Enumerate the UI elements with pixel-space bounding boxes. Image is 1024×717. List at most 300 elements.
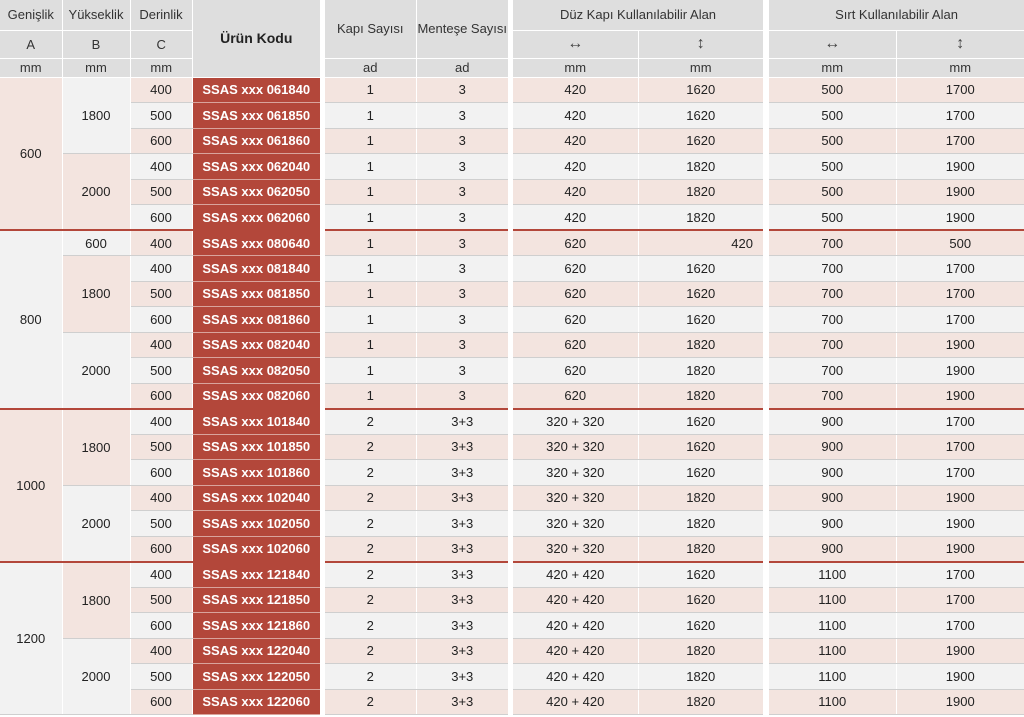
- table-row: [769, 536, 1024, 562]
- door-count-cell: 2: [325, 485, 416, 511]
- table-row: [513, 205, 763, 231]
- back-area-v-cell: 1700: [896, 281, 1024, 307]
- door-count-cell: 2: [325, 460, 416, 486]
- door-area-v-cell: 1620: [638, 77, 763, 103]
- door-area-v-cell: 1620: [638, 307, 763, 333]
- back-area-h-cell: 900: [769, 536, 896, 562]
- hinge-count-unit: ad: [416, 58, 508, 77]
- table-row: [513, 613, 763, 639]
- door-area-block: [513, 0, 763, 715]
- vertical-arrow-icon: ↕: [638, 30, 763, 58]
- table-row: [325, 562, 508, 588]
- hinge-count-cell: 3+3: [416, 664, 508, 690]
- door-area-h-cell: 420 + 420: [513, 664, 638, 690]
- door-area-v-cell: 1620: [638, 587, 763, 613]
- door-area-v-cell: 1820: [638, 205, 763, 231]
- depth-cell: 400: [130, 256, 192, 282]
- door-area-v-cell: 1620: [638, 613, 763, 639]
- door-area-h-cell: 420: [513, 128, 638, 154]
- table-row: [769, 638, 1024, 664]
- table-row: [325, 511, 508, 537]
- hinge-count-cell: 3: [416, 154, 508, 180]
- product-code-cell: SSAS xxx 122050: [192, 664, 320, 690]
- product-code-cell: SSAS xxx 081860: [192, 307, 320, 333]
- depth-cell: 400: [130, 485, 192, 511]
- hinge-count-cell: 3: [416, 383, 508, 409]
- table-row: [325, 205, 508, 231]
- door-count-cell: 1: [325, 128, 416, 154]
- door-area-h-cell: 420: [513, 205, 638, 231]
- width-cell: 1200: [0, 562, 62, 715]
- table-row: [769, 587, 1024, 613]
- depth-cell: 400: [130, 638, 192, 664]
- hinge-count-cell: 3: [416, 358, 508, 384]
- hinge-count-cell: 3+3: [416, 409, 508, 435]
- door-area-v-cell: 1620: [638, 281, 763, 307]
- back-area-v-cell: 1700: [896, 256, 1024, 282]
- hinge-count-cell: 3: [416, 332, 508, 358]
- door-count-cell: 1: [325, 256, 416, 282]
- back-area-h-cell: 500: [769, 154, 896, 180]
- table-row: [325, 307, 508, 333]
- back-area-h-cell: 700: [769, 230, 896, 256]
- table-row: [513, 562, 763, 588]
- back-area-v-cell: 1700: [896, 307, 1024, 333]
- door-count-cell: 2: [325, 689, 416, 715]
- back-area-h-cell: 700: [769, 281, 896, 307]
- width-unit: mm: [0, 58, 62, 77]
- door-area-v-cell: 1820: [638, 689, 763, 715]
- table-row: [769, 77, 1024, 103]
- depth-cell: 500: [130, 358, 192, 384]
- depth-cell: 500: [130, 281, 192, 307]
- door-count-cell: 1: [325, 383, 416, 409]
- height-unit: mm: [62, 58, 130, 77]
- door-count-cell: 1: [325, 307, 416, 333]
- product-code-cell: SSAS xxx 062060: [192, 205, 320, 231]
- door-count-cell: 1: [325, 332, 416, 358]
- depth-cell: 600: [130, 613, 192, 639]
- table-row: [513, 230, 763, 256]
- door-area-unit-h: mm: [513, 58, 638, 77]
- table-row: [325, 77, 508, 103]
- door-count-cell: 2: [325, 536, 416, 562]
- height-cell: 2000: [62, 332, 130, 409]
- height-cell: 2000: [62, 638, 130, 715]
- height-cell: 1800: [62, 409, 130, 486]
- depth-cell: 400: [130, 332, 192, 358]
- back-area-h-cell: 900: [769, 485, 896, 511]
- back-area-h-cell: 1100: [769, 689, 896, 715]
- hinge-count-cell: 3: [416, 205, 508, 231]
- counts-block: [325, 0, 508, 715]
- door-count-cell: 1: [325, 230, 416, 256]
- table-row: [769, 689, 1024, 715]
- back-area-v-cell: 500: [896, 230, 1024, 256]
- depth-cell: 400: [130, 230, 192, 256]
- depth-cell: 500: [130, 587, 192, 613]
- table-row: [325, 383, 508, 409]
- door-area-h-cell: 420: [513, 77, 638, 103]
- door-count-cell: 2: [325, 511, 416, 537]
- table-row: [769, 128, 1024, 154]
- back-area-v-cell: 1700: [896, 460, 1024, 486]
- hinge-count-cell: 3+3: [416, 562, 508, 588]
- back-area-h-cell: 500: [769, 103, 896, 129]
- door-area-h-cell: 620: [513, 332, 638, 358]
- table-row: [769, 409, 1024, 435]
- hinge-count-cell: 3+3: [416, 689, 508, 715]
- hinge-count-cell: 3: [416, 77, 508, 103]
- horizontal-arrow-icon: ↔: [769, 30, 896, 58]
- door-area-h-cell: 420 + 420: [513, 638, 638, 664]
- product-code-cell: SSAS xxx 061860: [192, 128, 320, 154]
- hinge-count-cell: 3: [416, 307, 508, 333]
- door-area-h-cell: 620: [513, 256, 638, 282]
- table-row: [769, 256, 1024, 282]
- depth-cell: 500: [130, 664, 192, 690]
- table-row: [325, 154, 508, 180]
- table-row: [769, 511, 1024, 537]
- door-area-v-cell: 1620: [638, 460, 763, 486]
- depth-cell: 600: [130, 307, 192, 333]
- hinge-count-cell: 3: [416, 128, 508, 154]
- door-area-v-cell: 1820: [638, 383, 763, 409]
- table-row: [325, 409, 508, 435]
- table-row: [513, 256, 763, 282]
- back-area-v-cell: 1900: [896, 638, 1024, 664]
- depth-letter: C: [130, 30, 192, 58]
- door-area-v-cell: 1820: [638, 511, 763, 537]
- door-count-cell: 2: [325, 587, 416, 613]
- horizontal-arrow-icon: ↔: [513, 30, 638, 58]
- product-code-cell: SSAS xxx 122040: [192, 638, 320, 664]
- table-row: [325, 613, 508, 639]
- table-row: [325, 664, 508, 690]
- height-cell: 1800: [62, 256, 130, 333]
- depth-cell: 500: [130, 103, 192, 129]
- table-row: [513, 511, 763, 537]
- door-area-h-cell: 620: [513, 358, 638, 384]
- table-row: [513, 587, 763, 613]
- vertical-arrow-icon: ↕: [896, 30, 1024, 58]
- door-area-v-cell: 1820: [638, 485, 763, 511]
- back-area-v-cell: 1700: [896, 562, 1024, 588]
- table-row: [513, 383, 763, 409]
- product-code-cell: SSAS xxx 082060: [192, 383, 320, 409]
- back-area-v-cell: 1900: [896, 485, 1024, 511]
- product-code-cell: SSAS xxx 102040: [192, 485, 320, 511]
- door-area-h-cell: 620: [513, 281, 638, 307]
- door-count-cell: 1: [325, 154, 416, 180]
- table-row: [325, 536, 508, 562]
- table-row: [769, 562, 1024, 588]
- door-area-h-cell: 620: [513, 307, 638, 333]
- door-count-cell: 2: [325, 613, 416, 639]
- table-row: [513, 332, 763, 358]
- door-area-h-cell: 320 + 320: [513, 434, 638, 460]
- product-code-cell: SSAS xxx 101860: [192, 460, 320, 486]
- table-row: [325, 460, 508, 486]
- door-area-h-cell: 420 + 420: [513, 613, 638, 639]
- back-area-h-cell: 900: [769, 434, 896, 460]
- table-row: [769, 205, 1024, 231]
- door-area-h-cell: 420 + 420: [513, 587, 638, 613]
- back-area-v-cell: 1900: [896, 179, 1024, 205]
- product-code-cell: SSAS xxx 101840: [192, 409, 320, 435]
- table-row: [769, 230, 1024, 256]
- table-row: [769, 434, 1024, 460]
- depth-cell: 600: [130, 536, 192, 562]
- back-area-h-cell: 900: [769, 511, 896, 537]
- depth-cell: 500: [130, 179, 192, 205]
- hinge-count-cell: 3: [416, 281, 508, 307]
- dimensions-block: [0, 0, 320, 715]
- table-row: [769, 154, 1024, 180]
- table-row: [769, 460, 1024, 486]
- table-row: [513, 179, 763, 205]
- depth-unit: mm: [130, 58, 192, 77]
- door-area-v-cell: 1820: [638, 154, 763, 180]
- width-cell: 600: [0, 77, 62, 230]
- back-area-block: [769, 0, 1024, 715]
- back-area-v-cell: 1900: [896, 358, 1024, 384]
- back-area-v-cell: 1900: [896, 511, 1024, 537]
- door-count-cell: 2: [325, 638, 416, 664]
- product-code-cell: SSAS xxx 081850: [192, 281, 320, 307]
- table-row: [769, 281, 1024, 307]
- table-row: [513, 689, 763, 715]
- product-code-cell: SSAS xxx 082040: [192, 332, 320, 358]
- depth-cell: 400: [130, 154, 192, 180]
- product-code-header: Ürün Kodu: [192, 0, 320, 77]
- back-area-v-cell: 1700: [896, 77, 1024, 103]
- table-row: [513, 460, 763, 486]
- table-row: [513, 281, 763, 307]
- back-area-v-cell: 1900: [896, 536, 1024, 562]
- depth-cell: 400: [130, 562, 192, 588]
- width-cell: 1000: [0, 409, 62, 562]
- door-count-cell: 1: [325, 281, 416, 307]
- table-row: [769, 485, 1024, 511]
- door-area-v-cell: 1820: [638, 638, 763, 664]
- table-row: [0, 77, 320, 103]
- table-row: [513, 128, 763, 154]
- table-row: [513, 536, 763, 562]
- back-area-v-cell: 1700: [896, 128, 1024, 154]
- back-area-v-cell: 1700: [896, 587, 1024, 613]
- height-header: Yükseklik: [62, 0, 130, 30]
- hinge-count-cell: 3: [416, 103, 508, 129]
- door-area-v-cell: 1820: [638, 536, 763, 562]
- back-area-h-cell: 500: [769, 128, 896, 154]
- product-code-cell: SSAS xxx 062040: [192, 154, 320, 180]
- table-row: [325, 485, 508, 511]
- door-area-h-cell: 420: [513, 103, 638, 129]
- table-row: [325, 587, 508, 613]
- table-row: [325, 128, 508, 154]
- table-row: [513, 307, 763, 333]
- door-count-cell: 1: [325, 205, 416, 231]
- door-area-h-cell: 320 + 320: [513, 409, 638, 435]
- width-header: Genişlik: [0, 0, 62, 30]
- width-cell: 800: [0, 230, 62, 409]
- door-area-v-cell: 1820: [638, 179, 763, 205]
- depth-cell: 500: [130, 434, 192, 460]
- table-row: [0, 409, 320, 435]
- table-row: [325, 230, 508, 256]
- depth-cell: 400: [130, 77, 192, 103]
- back-area-h-cell: 700: [769, 358, 896, 384]
- table-row: [769, 307, 1024, 333]
- table-row: [513, 434, 763, 460]
- width-letter: A: [0, 30, 62, 58]
- table-row: [513, 409, 763, 435]
- door-count-cell: 1: [325, 358, 416, 384]
- depth-cell: 600: [130, 383, 192, 409]
- table-row: [513, 638, 763, 664]
- back-area-h-cell: 700: [769, 332, 896, 358]
- table-row: [325, 434, 508, 460]
- back-area-v-cell: 1900: [896, 664, 1024, 690]
- back-area-h-cell: 900: [769, 409, 896, 435]
- door-count-cell: 1: [325, 103, 416, 129]
- back-area-v-cell: 1900: [896, 332, 1024, 358]
- depth-cell: 500: [130, 511, 192, 537]
- product-code-cell: SSAS xxx 122060: [192, 689, 320, 715]
- back-area-v-cell: 1700: [896, 613, 1024, 639]
- back-area-header: Sırt Kullanılabilir Alan: [769, 0, 1024, 30]
- hinge-count-cell: 3+3: [416, 536, 508, 562]
- product-code-cell: SSAS xxx 121840: [192, 562, 320, 588]
- table-row: [513, 358, 763, 384]
- door-area-v-cell: 1620: [638, 562, 763, 588]
- back-area-v-cell: 1700: [896, 103, 1024, 129]
- back-area-h-cell: 1100: [769, 562, 896, 588]
- hinge-count-cell: 3+3: [416, 460, 508, 486]
- depth-cell: 600: [130, 460, 192, 486]
- door-area-v-cell: 1620: [638, 128, 763, 154]
- table-row: [769, 664, 1024, 690]
- product-code-cell: SSAS xxx 062050: [192, 179, 320, 205]
- depth-header: Derinlik: [130, 0, 192, 30]
- door-area-v-cell: 1620: [638, 103, 763, 129]
- height-letter: B: [62, 30, 130, 58]
- hinge-count-cell: 3: [416, 179, 508, 205]
- height-cell: 1800: [62, 562, 130, 639]
- table-row: [769, 103, 1024, 129]
- back-area-h-cell: 1100: [769, 664, 896, 690]
- table-row: [769, 613, 1024, 639]
- product-code-cell: SSAS xxx 101850: [192, 434, 320, 460]
- door-area-v-cell: 1820: [638, 358, 763, 384]
- depth-cell: 600: [130, 205, 192, 231]
- door-count-cell: 2: [325, 664, 416, 690]
- back-area-h-cell: 500: [769, 77, 896, 103]
- back-area-v-cell: 1700: [896, 434, 1024, 460]
- back-area-h-cell: 1100: [769, 613, 896, 639]
- hinge-count-cell: 3: [416, 256, 508, 282]
- table-row: [0, 562, 320, 588]
- depth-cell: 600: [130, 689, 192, 715]
- door-count-header: Kapı Sayısı: [325, 0, 416, 58]
- hinge-count-cell: 3+3: [416, 485, 508, 511]
- door-area-h-cell: 420: [513, 179, 638, 205]
- hinge-count-header: Menteşe Sayısı: [416, 0, 508, 58]
- door-area-v-cell: 1620: [638, 256, 763, 282]
- back-area-unit-v: mm: [896, 58, 1024, 77]
- hinge-count-cell: 3: [416, 230, 508, 256]
- product-code-cell: SSAS xxx 080640: [192, 230, 320, 256]
- table-row: [513, 103, 763, 129]
- hinge-count-cell: 3+3: [416, 587, 508, 613]
- back-area-h-cell: 700: [769, 307, 896, 333]
- table-row: [769, 332, 1024, 358]
- door-area-h-cell: 620: [513, 230, 638, 256]
- back-area-v-cell: 1900: [896, 383, 1024, 409]
- back-area-h-cell: 700: [769, 256, 896, 282]
- table-row: [769, 358, 1024, 384]
- door-area-v-cell: 420: [638, 230, 763, 256]
- door-area-v-cell: 1620: [638, 434, 763, 460]
- table-row: [325, 358, 508, 384]
- door-area-h-cell: 320 + 320: [513, 536, 638, 562]
- table-row: [325, 179, 508, 205]
- hinge-count-cell: 3+3: [416, 638, 508, 664]
- height-cell: 2000: [62, 154, 130, 231]
- door-area-h-cell: 420 + 420: [513, 689, 638, 715]
- back-area-v-cell: 1900: [896, 154, 1024, 180]
- product-code-cell: SSAS xxx 121860: [192, 613, 320, 639]
- door-count-cell: 2: [325, 562, 416, 588]
- back-area-h-cell: 1100: [769, 587, 896, 613]
- table-row: [325, 281, 508, 307]
- table-row: [325, 256, 508, 282]
- hinge-count-cell: 3+3: [416, 434, 508, 460]
- product-code-cell: SSAS xxx 102050: [192, 511, 320, 537]
- hinge-count-cell: 3+3: [416, 511, 508, 537]
- door-area-h-cell: 320 + 320: [513, 485, 638, 511]
- depth-cell: 400: [130, 409, 192, 435]
- door-area-v-cell: 1820: [638, 332, 763, 358]
- door-area-h-cell: 420 + 420: [513, 562, 638, 588]
- door-area-unit-v: mm: [638, 58, 763, 77]
- back-area-v-cell: 1700: [896, 409, 1024, 435]
- product-code-cell: SSAS xxx 121850: [192, 587, 320, 613]
- door-area-header: Düz Kapı Kullanılabilir Alan: [513, 0, 763, 30]
- depth-cell: 600: [130, 128, 192, 154]
- height-cell: 1800: [62, 77, 130, 154]
- door-area-h-cell: 420: [513, 154, 638, 180]
- back-area-v-cell: 1900: [896, 689, 1024, 715]
- product-code-cell: SSAS xxx 102060: [192, 536, 320, 562]
- door-area-h-cell: 620: [513, 383, 638, 409]
- table-row: [325, 689, 508, 715]
- door-count-unit: ad: [325, 58, 416, 77]
- product-code-cell: SSAS xxx 081840: [192, 256, 320, 282]
- table-row: [513, 485, 763, 511]
- table-row: [769, 383, 1024, 409]
- hinge-count-cell: 3+3: [416, 613, 508, 639]
- back-area-h-cell: 900: [769, 460, 896, 486]
- table-row: [513, 154, 763, 180]
- height-cell: 2000: [62, 485, 130, 562]
- table-row: [325, 638, 508, 664]
- door-count-cell: 1: [325, 77, 416, 103]
- table-row: [513, 664, 763, 690]
- table-row: [0, 230, 320, 256]
- back-area-h-cell: 500: [769, 179, 896, 205]
